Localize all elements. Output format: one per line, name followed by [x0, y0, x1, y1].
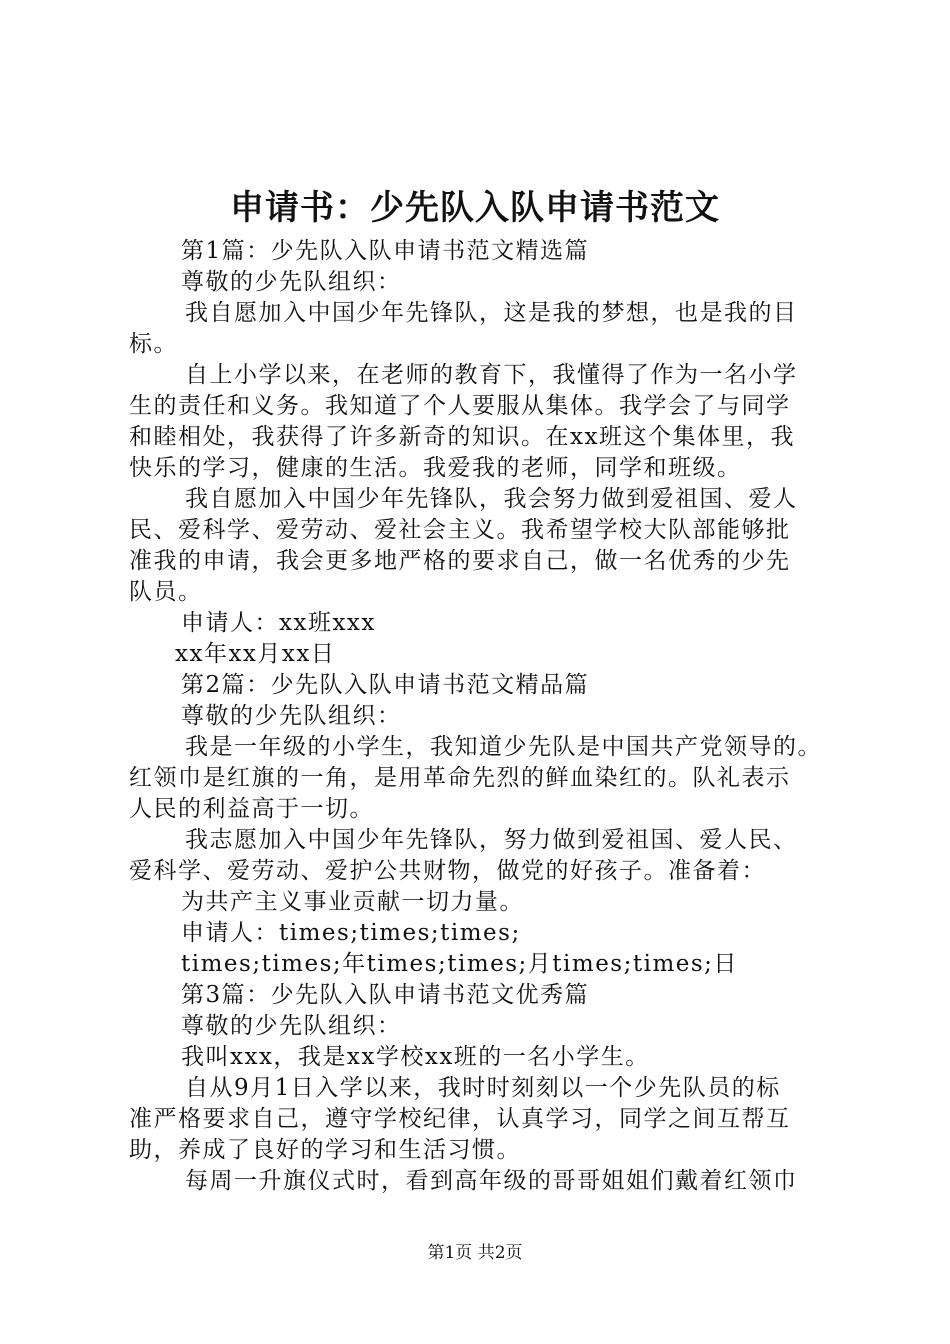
paragraph-line: 和睦相处，我获得了许多新奇的知识。在xx班这个集体里，我: [129, 424, 795, 450]
document-title: 申请书：少先队入队申请书范文: [230, 188, 720, 228]
page-number-footer: 第1页 共2页: [427, 1243, 523, 1263]
paragraph-line: 我自愿加入中国少年先锋队，这是我的梦想，也是我的目: [185, 300, 798, 326]
paragraph-line: 我志愿加入中国少年先锋队，努力做到爱祖国、爱人民、: [185, 827, 798, 853]
salutation: 尊敬的少先队组织：: [181, 703, 402, 729]
applicant-line: 申请人：xx班xxx: [181, 610, 376, 636]
section-heading: 第3篇：少先队入队申请书范文优秀篇: [181, 982, 590, 1008]
paragraph-line: 我叫xxx，我是xx学校xx班的一名小学生。: [181, 1044, 650, 1070]
paragraph-line: 民、爱科学、爱劳动、爱社会主义。我希望学校大队部能够批: [129, 517, 791, 543]
paragraph-line: 红领巾是红旗的一角，是用革命先烈的鲜血染红的。队礼表示: [129, 765, 791, 791]
paragraph-line: 准我的申请，我会更多地严格的要求自己，做一名优秀的少先: [129, 548, 791, 574]
paragraph-line: 快乐的学习，健康的生活。我爱我的老师，同学和班级。: [129, 455, 742, 481]
paragraph-line: 我是一年级的小学生，我知道少先队是中国共产党领导的。: [185, 734, 822, 760]
paragraph-line: 自从9月1日入学以来，我时时刻刻以一个少先队员的标: [185, 1075, 781, 1101]
paragraph-line: 为共产主义事业贡献一切力量。: [181, 889, 524, 915]
paragraph-line: 人民的利益高于一切。: [129, 796, 374, 822]
paragraph-line: 生的责任和义务。我知道了个人要服从集体。我学会了与同学: [129, 393, 791, 419]
document-body: [129, 236, 841, 1197]
paragraph-line: 爱科学、爱劳动、爱护公共财物，做党的好孩子。准备着：: [129, 858, 766, 884]
salutation: 尊敬的少先队组织：: [181, 1013, 402, 1039]
paragraph-line: 自上小学以来，在老师的教育下，我懂得了作为一名小学: [185, 362, 798, 388]
paragraph-line: 每周一升旗仪式时，看到高年级的哥哥姐姐们戴着红领巾: [185, 1168, 798, 1194]
applicant-line: 申请人：times;times;times;: [181, 920, 521, 946]
section-heading: 第2篇：少先队入队申请书范文精品篇: [181, 672, 590, 698]
paragraph-line: 助，养成了良好的学习和生活习惯。: [129, 1137, 521, 1163]
paragraph-line: 队员。: [129, 579, 203, 605]
salutation: 尊敬的少先队组织：: [181, 269, 402, 295]
paragraph-line: 标。: [129, 331, 178, 357]
paragraph-line: 我自愿加入中国少年先锋队，我会努力做到爱祖国、爱人: [185, 486, 798, 512]
date-line: xx年xx月xx日: [175, 641, 336, 667]
date-line: times;times;年times;times;月times;times;日: [181, 951, 738, 977]
section-heading: 第1篇：少先队入队申请书范文精选篇: [181, 238, 590, 264]
paragraph-line: 准严格要求自己，遵守学校纪律，认真学习，同学之间互帮互: [129, 1106, 791, 1132]
